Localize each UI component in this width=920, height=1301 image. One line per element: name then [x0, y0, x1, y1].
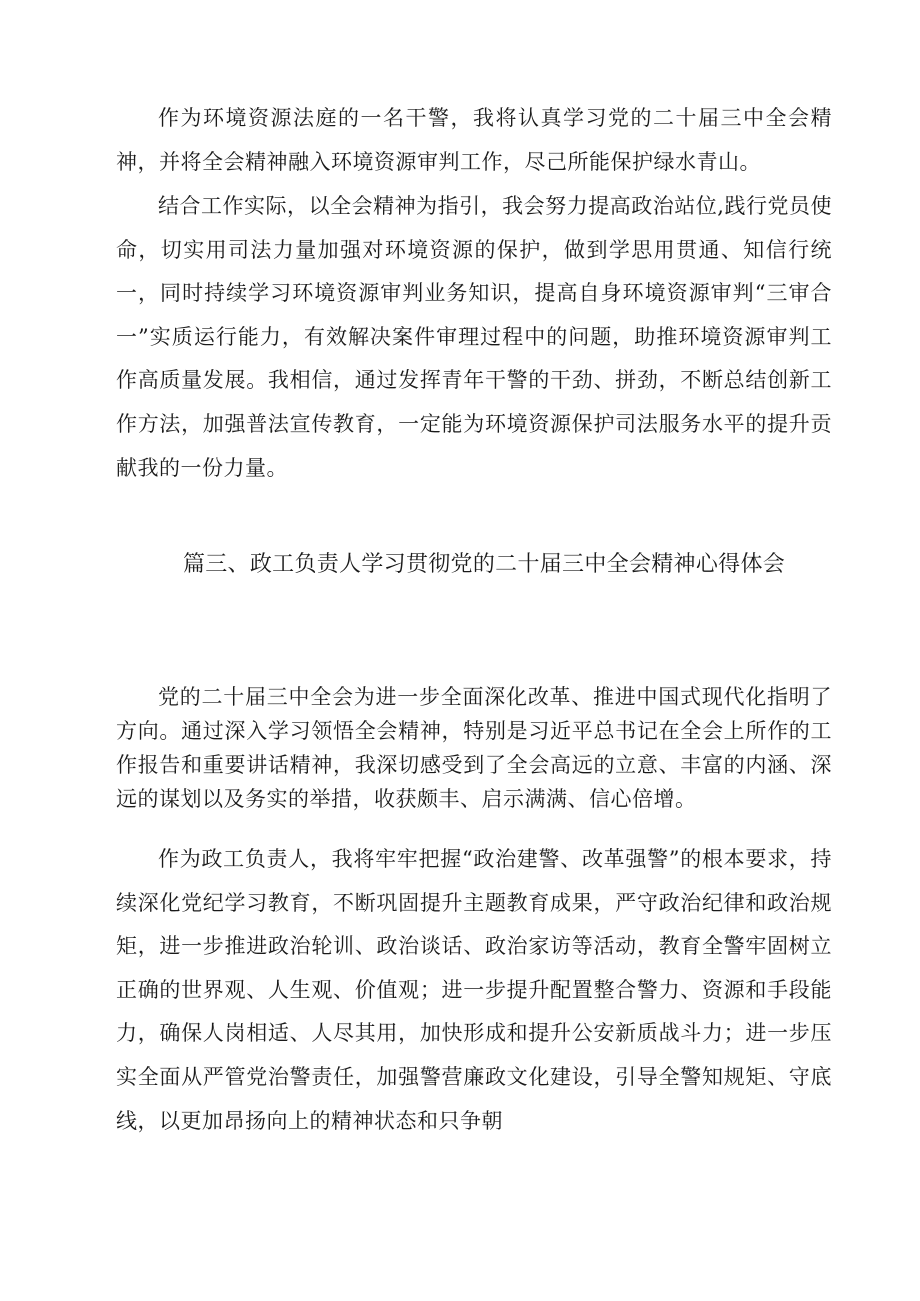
- body-paragraph: 作为政工负责人，我将牢牢把握“政治建警、改革强警”的根本要求，持续深化党纪学习教育，不断巩固提升主题教育成果，严守政治纪律和政治规矩，进一步推进政治轮训、政治谈话、政治家访等活动，教育全警牢固树立正确的世界观、人生观、价值观；进一步提升配置整合警力、资源和手段能力，确保人岗相适、人尽其用，加快形成和提升公安新质战斗力；进一步压实全面从严管党治警责任，加强警营廉政文化建设，引导全警知规矩、守底线，以更加昂扬向上的精神状态和只争朝: [116, 847, 832, 1133]
- body-paragraph: 党的二十届三中全会为进一步全面深化改革、推进中国式现代化指明了方向。通过深入学习领悟全会精神，特别是习近平总书记在全会上所作的工作报告和重要讲话精神，我深切感受到了全会高远的立意、丰富的内涵、深远的谋划以及务实的举措，收获颇丰、启示满满、信心倍增。: [116, 685, 832, 811]
- body-paragraph: 结合工作实际，以全会精神为指引，我会努力提高政治站位,践行党员使命，切实用司法力量加强对环境资源的保护，做到学思用贯通、知信行统一，同时持续学习环境资源审判业务知识，提高自身环境资源审判“三审合一”实质运行能力，有效解决案件审理过程中的问题，助推环境资源审判工作高质量发展。我相信，通过发挥青年干警的干劲、拼劲，不断总结创新工作方法，加强普法宣传教育，一定能为环境资源保护司法服务水平的提升贡献我的一份力量。: [116, 194, 832, 480]
- body-paragraph: 作为环境资源法庭的一名干警，我将认真学习党的二十届三中全会精神，并将全会精神融入环境资源审判工作，尽己所能保护绿水青山。: [116, 106, 832, 174]
- section-heading: 篇三、政工负责人学习贯彻党的二十届三中全会精神心得体会: [182, 552, 786, 577]
